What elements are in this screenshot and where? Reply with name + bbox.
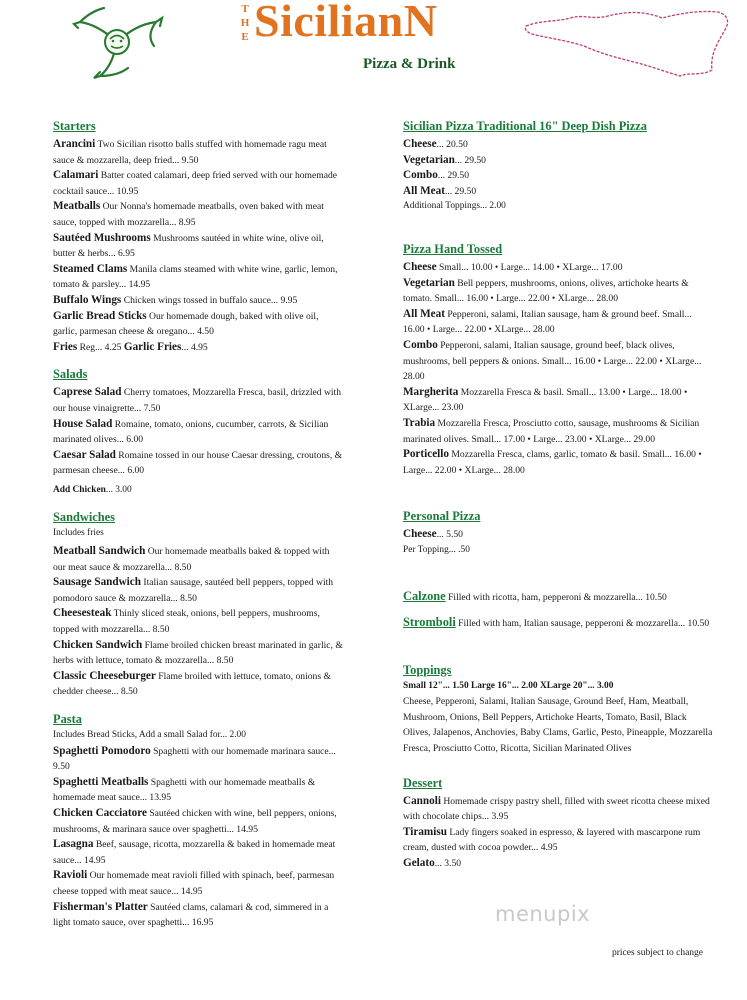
menu-item: Vegetarian... 29.50 bbox=[403, 153, 486, 166]
footer-note: prices subject to change bbox=[612, 948, 704, 958]
menu-item: Cheesesteak Thinly sliced steak, onions, bell peppers, mushrooms, topped with mozzarella... 8.50 bbox=[53, 607, 320, 636]
menu-item: Combo... 29.50 bbox=[403, 169, 469, 182]
menu-item: Caesar Salad Romaine tossed in our house Caesar dressing, croutons, & parmesan cheese... 6.00 bbox=[53, 448, 343, 477]
section-note: Includes fries bbox=[53, 528, 104, 539]
menu-item: Ravioli Our homemade meat ravioli filled with spinach, beef, parmesan cheese topped with meat sauce... 14.95 bbox=[53, 869, 335, 897]
section-title-hand-tossed: Pizza Hand Tossed bbox=[403, 241, 503, 256]
section-title-deep-dish: Sicilian Pizza Traditional 16" Deep Dish Pizza bbox=[403, 119, 647, 133]
menu-item: Trabia Mozzarella Fresca, Prosciutto cotto, sausage, mushrooms & Sicilian marinated olives. Small... 17.00 • Large... 23.00 • XLarge... 29.00 bbox=[403, 416, 700, 445]
menu-item: Chicken Sandwich Flame broiled chicken breast marinated in garlic, & herbs with lettuce, tomato & mozzarella... 8.50 bbox=[53, 638, 343, 667]
menu-item: Spaghetti Meatballs Spaghetti with our homemade meatballs & homemade meat sauce... 13.95 bbox=[53, 775, 316, 804]
toppings-list: Cheese, Pepperoni, Salami, Italian Sausage, Ground Beef, Ham, Meatball, Mushroom, Onions, Bell Peppers, Artichoke Hearts, Tomato, Basil, Black Olives, Jalapenos, Anchovies, Baby Clams, Garlic, Pesto, Pineapple, Mozzarella Fresca, Prosciutto Cotto, Ricotta, Sicilian Marinated Olives bbox=[403, 696, 713, 755]
menu-item-stromboli: Stromboli Filled with ham, Italian sausage, pepperoni & mozzarella... 10.50 bbox=[403, 615, 710, 630]
menu-item: Caprese Salad Cherry tomatoes, Mozzarella Fresca, basil, drizzled with our house vinaigrette... 7.50 bbox=[53, 386, 341, 414]
menu-item: Meatballs Our Nonna's homemade meatballs, oven baked with meat sauce, topped with mozzarella... 8.95 bbox=[53, 200, 324, 228]
menu-item: Steamed Clams Manila clams steamed with white wine, garlic, lemon, tomato & parsley... 14.95 bbox=[53, 262, 338, 291]
menu-item: Cannoli Homemade crispy pastry shell, filled with sweet ricotta cheese mixed with chocolate chips... 3.95 bbox=[403, 794, 710, 823]
menu-addon: Per Topping... .50 bbox=[403, 544, 470, 555]
menu-item: Sausage Sandwich Italian sausage, sautéed bell peppers, topped with pomodoro sauce & mozzarella... 8.50 bbox=[53, 576, 334, 604]
watermark: menupix bbox=[495, 902, 591, 926]
menu-addon: Additional Toppings... 2.00 bbox=[403, 201, 506, 212]
menu-item: Lasagna Beef, sausage, ricotta, mozzarella & baked in homemade meat sauce... 14.95 bbox=[53, 838, 336, 866]
menu-item-fries: Fries Reg... 4.25 Garlic Fries... 4.95 bbox=[53, 340, 208, 353]
section-title-personal: Personal Pizza bbox=[403, 509, 481, 524]
menu-item: Tiramisu Lady fingers soaked in espresso, & layered with mascarpone rum cream, dusted with cocoa powder... 4.95 bbox=[403, 825, 701, 854]
section-title-dessert: Dessert bbox=[403, 775, 443, 790]
menu-item: Cheese Small... 10.00 • Large... 14.00 • XLarge... 17.00 bbox=[403, 260, 623, 273]
section-title-toppings: Toppings bbox=[403, 662, 452, 677]
brand-name: SicilianN bbox=[254, 0, 438, 46]
menu-item: Porticello Mozzarella Fresca, clams, garlic, tomato & basil. Small... 16.00 • Large... 22.00 • XLarge... 28.00 bbox=[403, 448, 702, 476]
menu-item: Fisherman's Platter Sautéed clams, calamari & cod, simmered in a light tomato sauce, over spaghetti... 16.95 bbox=[53, 900, 329, 929]
section-note: Includes Bread Sticks, Add a small Salad for... 2.00 bbox=[53, 730, 246, 740]
menu-item: Classic Cheeseburger Flame broiled with lettuce, tomato, onions & chedder cheese... 8.50 bbox=[53, 669, 331, 698]
trinacria-icon bbox=[66, 2, 168, 80]
menu-item: Cheese... 20.50 bbox=[403, 138, 468, 150]
menu-item: Garlic Bread Sticks Our homemade dough, baked with olive oil, garlic, parmesan cheese & oregano... 4.50 bbox=[53, 309, 319, 338]
section-title-pasta: Pasta bbox=[53, 712, 82, 726]
menu-item: Chicken Cacciatore Sautéed chicken with wine, bell peppers, onions, mushrooms, & marinara sauce over spaghetti... 14.95 bbox=[53, 806, 337, 835]
brand-the: THE bbox=[240, 3, 250, 43]
menu-item: Calamari Batter coated calamari, deep fried served with our homemade cocktail sauce... 10.95 bbox=[53, 169, 338, 197]
menu-item: Spaghetti Pomodoro Spaghetti with our homemade marinara sauce... 9.50 bbox=[53, 744, 336, 773]
menu-item: Meatball Sandwich Our homemade meatballs baked & topped with our meat sauce & mozzarella... 8.50 bbox=[53, 545, 330, 573]
menu-addon: Add Chicken... 3.00 bbox=[53, 484, 132, 495]
menu-item: Cheese... 5.50 bbox=[403, 528, 463, 541]
section-title-starters: Starters bbox=[53, 119, 96, 133]
menu-item: All Meat Pepperoni, salami, Italian sausage, ham & ground beef. Small... 16.00 • Large... 22.00 • XLarge... 28.00 bbox=[403, 307, 692, 336]
right-column bbox=[403, 118, 713, 872]
brand-tagline: Pizza & Drink bbox=[363, 56, 456, 72]
toppings-sizes: Small 12"... 1.50 Large 16"... 2.00 XLarge 20"... 3.00 bbox=[403, 680, 614, 691]
menu-item-calzone: Calzone Filled with ricotta, ham, pepperoni & mozzarella... 10.50 bbox=[403, 589, 667, 604]
menu-item: Sautéed Mushrooms Mushrooms sautéed in white wine, olive oil, butter & herbs... 6.95 bbox=[53, 231, 324, 260]
menu-item: Arancini Two Sicilian risotto balls stuffed with homemade ragu meat sauce & mozzarella, deep fried... 9.50 bbox=[53, 138, 327, 166]
menu-item: Gelato... 3.50 bbox=[403, 857, 462, 869]
menu-item: Combo Pepperoni, salami, Italian sausage, ground beef, black olives, mushrooms, bell peppers & onions. Small... 16.00 • Large... 22.00 • XLarge... 28.00 bbox=[403, 338, 702, 383]
sicily-map-icon bbox=[522, 6, 734, 80]
menu-item: All Meat... 29.50 bbox=[403, 184, 477, 197]
section-title-salads: Salads bbox=[53, 367, 88, 382]
menu-item: Vegetarian Bell peppers, mushrooms, onions, olives, artichoke hearts & tomato. Small... 16.00 • Large... 22.00 • XLarge... 28.00 bbox=[403, 276, 689, 305]
menu-item: Buffalo Wings Chicken wings tossed in buffalo sauce... 9.95 bbox=[53, 293, 298, 306]
left-column bbox=[53, 118, 343, 931]
menu-item: House Salad Romaine, tomato, onions, cucumber, carrots, & Sicilian marinated olives... 6.00 bbox=[53, 417, 329, 446]
menu-item: Margherita Mozzarella Fresca & basil. Small... 13.00 • Large... 18.00 • XLarge... 23.00 bbox=[403, 385, 688, 414]
section-title-sandwiches: Sandwiches bbox=[53, 510, 115, 525]
